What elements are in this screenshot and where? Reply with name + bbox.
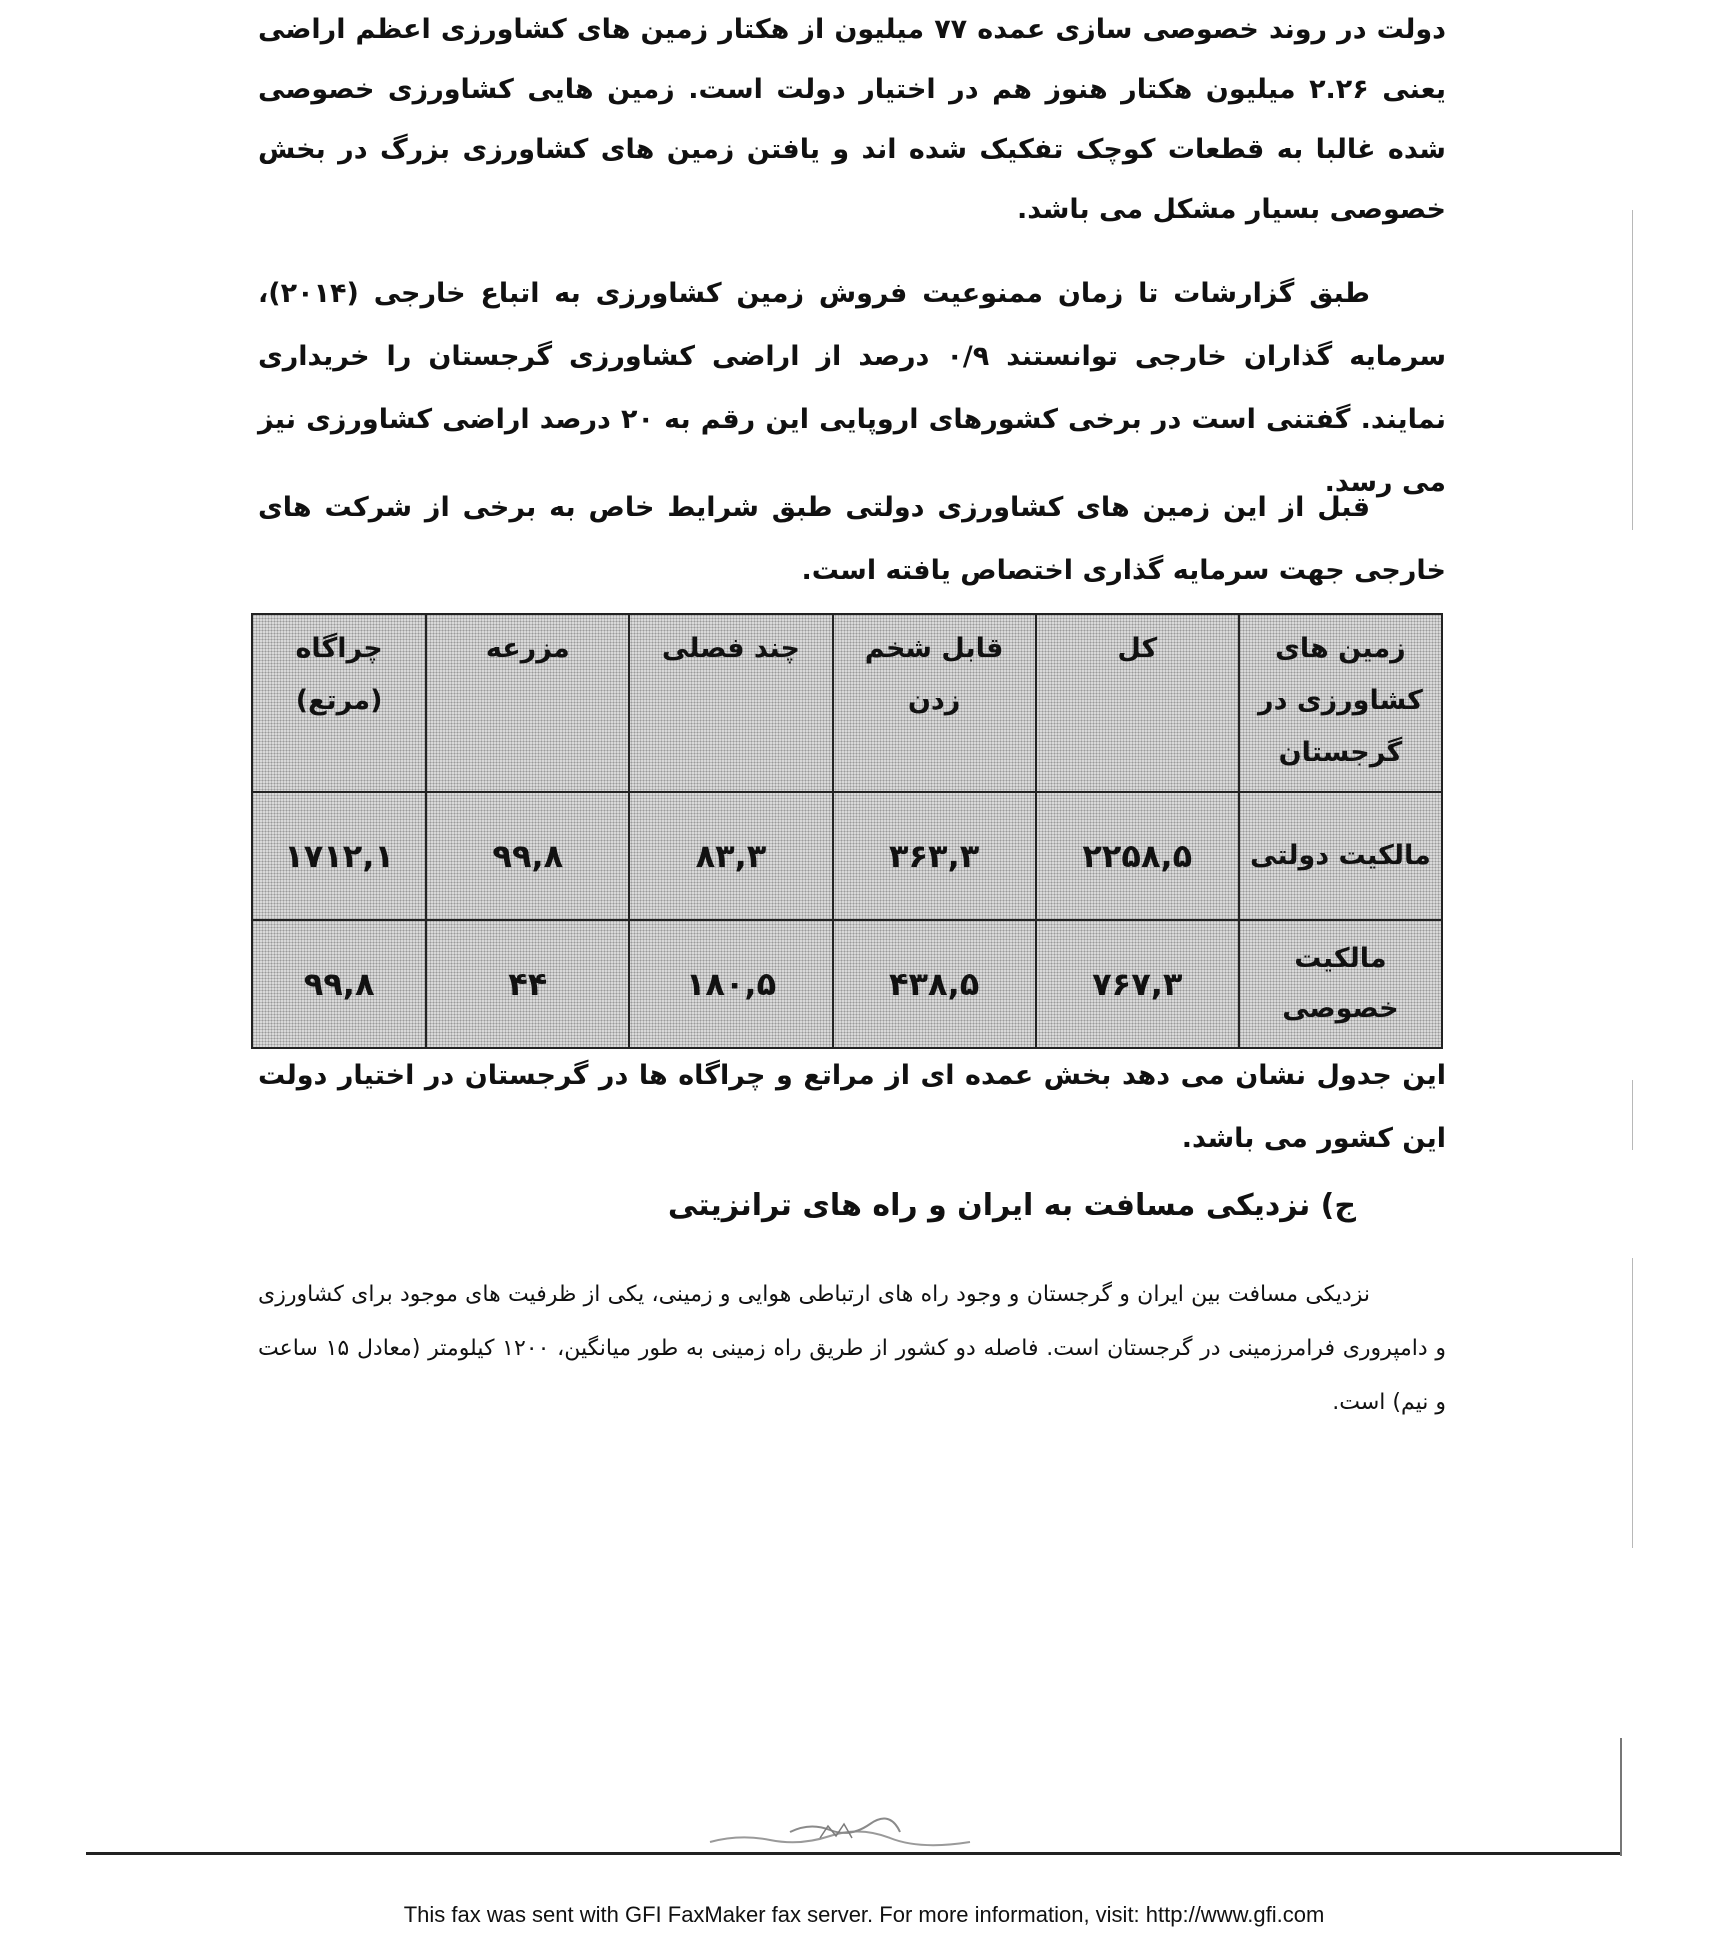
table-cell: ۳۶۳,۳ xyxy=(833,792,1036,920)
table-cell: ۲۲۵۸,۵ xyxy=(1036,792,1239,920)
table-cell: ۱۸۰,۵ xyxy=(629,920,832,1048)
table-header-cell: قابل شخم زدن xyxy=(833,614,1036,792)
table-cell: ۷۶۷,۳ xyxy=(1036,920,1239,1048)
table-header-row xyxy=(252,614,1442,792)
paragraph-privatization: دولت در روند خصوصی سازی عمده ۷۷ میلیون از هکتار زمین های کشاورزی اعظم اراضی یعنی ۲.۲۶ میلیون هکتار هنوز هم در اختیار دولت است. زمین هایی کشاورزی خصوصی شده غالبا به قطعات کوچک تفکیک شده اند و یافتن زمین های کشاورزی بزرگ در بخش خصوصی بسیار مشکل می باشد. xyxy=(258,14,1446,225)
fax-footer-notice: This fax was sent with GFI FaxMaker fax server. For more information, visit: http://www.gfi.com xyxy=(403,1902,1325,1927)
page-right-edge-line xyxy=(1620,1738,1622,1856)
land-ownership-table-container xyxy=(251,613,1443,1037)
table-cell: ۴۴ xyxy=(426,920,629,1048)
scan-margin-line xyxy=(1632,1258,1633,1548)
table-header-cell: کل xyxy=(1036,614,1239,792)
page-bottom-rule xyxy=(86,1852,1622,1855)
table-row-label: مالکیت دولتی xyxy=(1239,792,1442,920)
table-header-cell: چراگاه (مرتع) xyxy=(252,614,426,792)
table-cell: ۴۳۸,۵ xyxy=(833,920,1036,1048)
table-cell: ۹۹,۸ xyxy=(252,920,426,1048)
table-header-cell: مزرعه xyxy=(426,614,629,792)
paragraph-distance-iran: نزدیکی مسافت بین ایران و گرجستان و وجود راه های ارتباطی هوایی و زمینی، یکی از ظرفیت های موجود برای کشاورزی و دامپروری فرامرزمینی در گرجستان است. فاصله دو کشور از طریق راه زمینی به طور میانگین، ۱۲۰۰ کیلومتر (معادل ۱۵ ساعت و نیم) است. xyxy=(258,1282,1446,1415)
land-ownership-table xyxy=(251,613,1443,1049)
table-header-cell: چند فصلی xyxy=(629,614,832,792)
table-row-label: مالکیت خصوصی xyxy=(1239,920,1442,1048)
table-row xyxy=(252,920,1442,1048)
table-cell: ۸۳,۳ xyxy=(629,792,832,920)
table-cell: ۱۷۱۲,۱ xyxy=(252,792,426,920)
paragraph-table-summary: این جدول نشان می دهد بخش عمده ای از مراتع و چراگاه ها در گرجستان در اختیار دولت این کشور می باشد. xyxy=(258,1060,1446,1154)
paragraph-foreign-investors: طبق گزارشات تا زمان ممنوعیت فروش زمین کشاورزی به اتباع خارجی (۲۰۱۴)، سرمایه گذاران خارجی توانستند ۰/۹ درصد از اراضی کشاورزی گرجستان را خریداری نمایند. گفتنی است در برخی کشورهای اروپایی این رقم به ۲۰ درصد اراضی کشاورزی نیز می رسد. xyxy=(258,278,1447,498)
scan-margin-line xyxy=(1632,210,1633,530)
scan-margin-line xyxy=(1632,1080,1633,1150)
section-heading: ج) نزدیکی مسافت به ایران و راه های ترانزیتی xyxy=(667,1188,1356,1223)
table-header-cell: زمین های کشاورزی در گرجستان xyxy=(1239,614,1442,792)
stamp-smudge-graphic xyxy=(700,1812,980,1850)
table-cell: ۹۹,۸ xyxy=(426,792,629,920)
table-row xyxy=(252,792,1442,920)
paragraph-state-land-allocation: قبل از این زمین های کشاورزی دولتی طبق شرایط خاص به برخی از شرکت های خارجی جهت سرمایه گذاری اختصاص یافته است. xyxy=(258,492,1446,586)
